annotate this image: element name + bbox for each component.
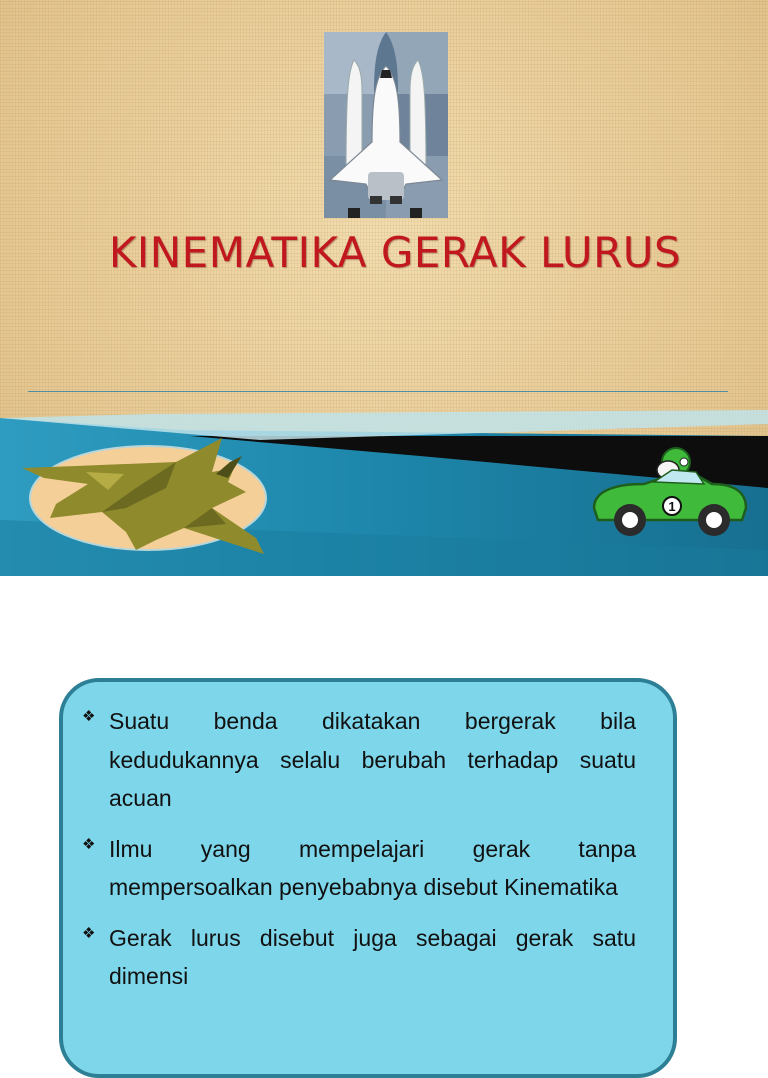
bullet-diamond-icon: ❖	[82, 835, 96, 853]
bullet-text: Ilmu yang mempelajari gerak tanpa mempersoalkan penyebabnya disebut Kinematika	[109, 835, 636, 900]
title-divider	[28, 391, 728, 392]
list-item	[82, 702, 636, 818]
bullet-text: Suatu benda dikatakan bergerak bila kedudukannya selalu berubah terhadap suatu acuan	[109, 708, 636, 811]
rocket-icon	[324, 32, 448, 218]
bullet-text: Gerak lurus disebut juga sebagai gerak satu dimensi	[109, 924, 636, 989]
bullet-diamond-icon: ❖	[82, 708, 96, 725]
bullet-list	[82, 702, 636, 1008]
list-item	[82, 830, 636, 907]
list-item	[82, 919, 636, 996]
race-car-icon	[588, 440, 752, 544]
jet-icon	[16, 428, 272, 554]
slide-title: KINEMATIKA GERAK LURUS	[108, 228, 682, 277]
bullet-diamond-icon: ❖	[82, 924, 96, 942]
car-number: 1	[668, 499, 676, 514]
